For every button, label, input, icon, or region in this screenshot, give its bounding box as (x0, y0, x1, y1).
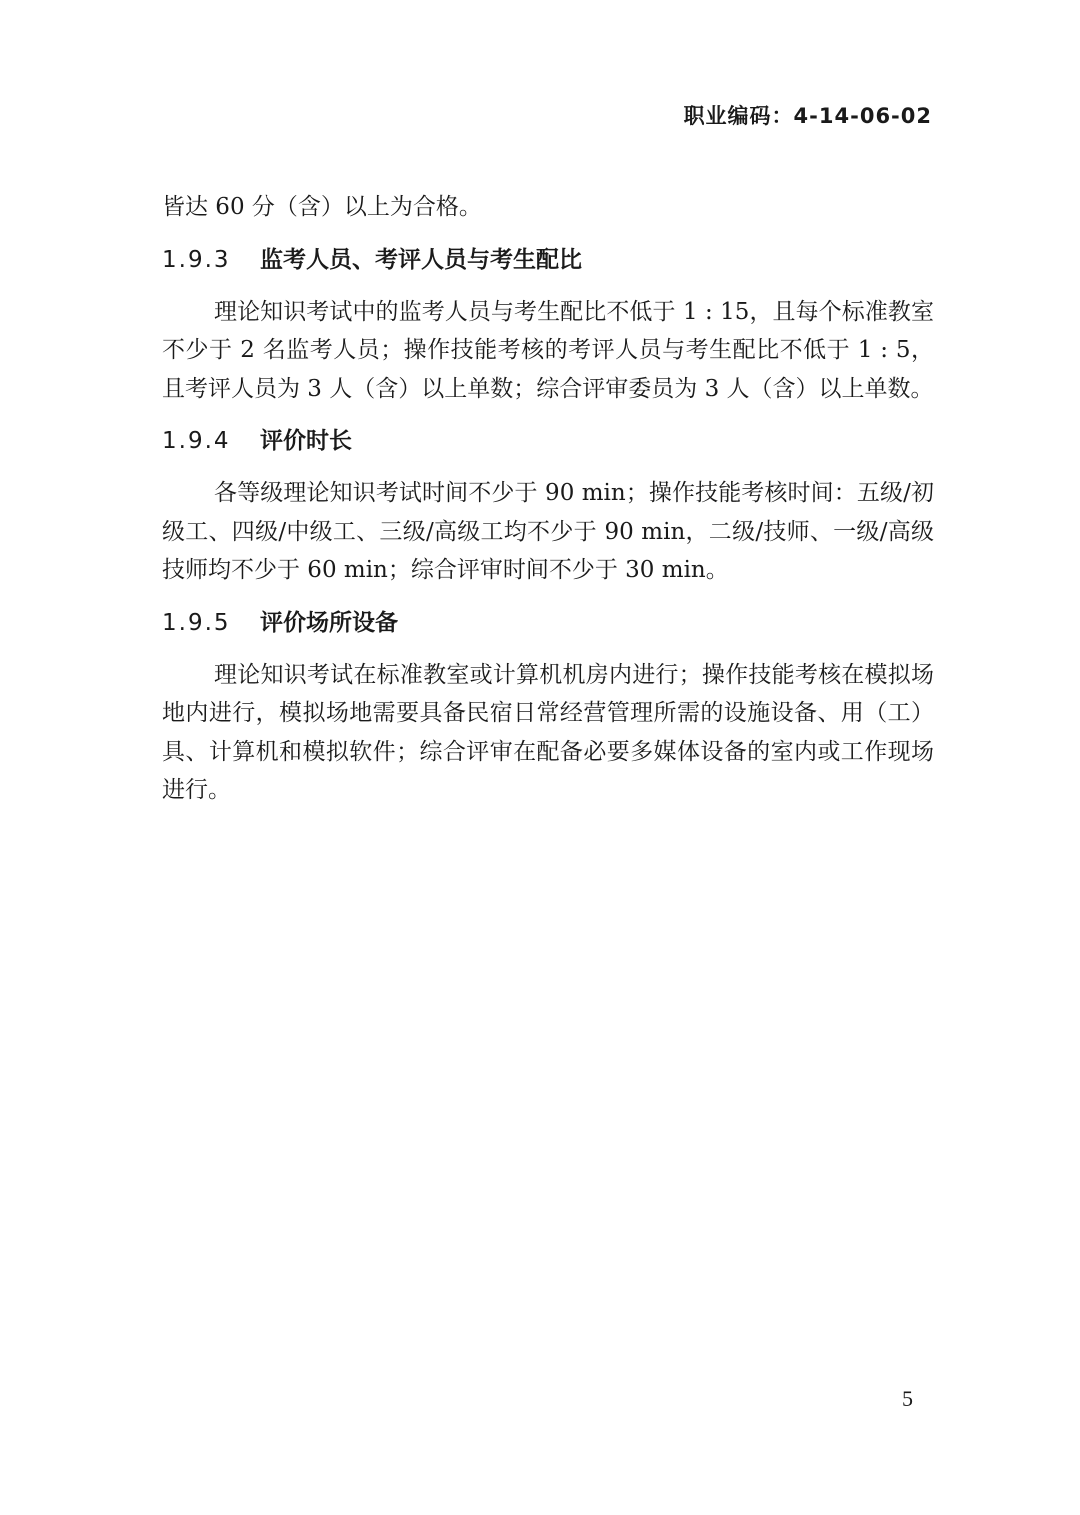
section-number: 1.9.3 (162, 246, 231, 273)
section-paragraph-1-9-4: 各等级理论知识考试时间不少于 90 min；操作技能考核时间：五级/初级工、四级/中级工、三级/高级工均不少于 90 min，二级/技师、一级/高级技师均不少于 60 min；综合评审时间不少于 30 min。 (162, 480, 934, 583)
occupation-code: 职业编码：4-14-06-02 (683, 104, 932, 128)
page-content (162, 188, 934, 810)
section-heading-1-9-5 (162, 606, 934, 640)
section-paragraph-1-9-5: 理论知识考试在标准教室或计算机机房内进行；操作技能考核在模拟场地内进行，模拟场地需要具备民宿日常经营管理所需的设施设备、用（工）具、计算机和模拟软件；综合评审在配备必要多媒体设备的室内或工作现场进行。 (162, 661, 934, 803)
section-title: 评价场所设备 (260, 609, 398, 636)
section-heading-1-9-4 (162, 424, 934, 458)
section-heading-1-9-3 (162, 243, 934, 277)
page-number: 5 (902, 1386, 913, 1411)
section-number: 1.9.5 (162, 609, 231, 636)
section-title: 评价时长 (260, 428, 352, 454)
continuation-paragraph: 皆达 60 分（含）以上为合格。 (162, 194, 482, 220)
section-number: 1.9.4 (162, 428, 231, 454)
section-paragraph-1-9-3: 理论知识考试中的监考人员与考生配比不低于 1 : 15，且每个标准教室不少于 2 名监考人员；操作技能考核的考评人员与考生配比不低于 1 : 5，且考评人员为 3 人（含）以上单数；综合评审委员为 3 人（含）以上单数。 (162, 298, 934, 402)
section-title: 监考人员、考评人员与考生配比 (260, 246, 582, 273)
